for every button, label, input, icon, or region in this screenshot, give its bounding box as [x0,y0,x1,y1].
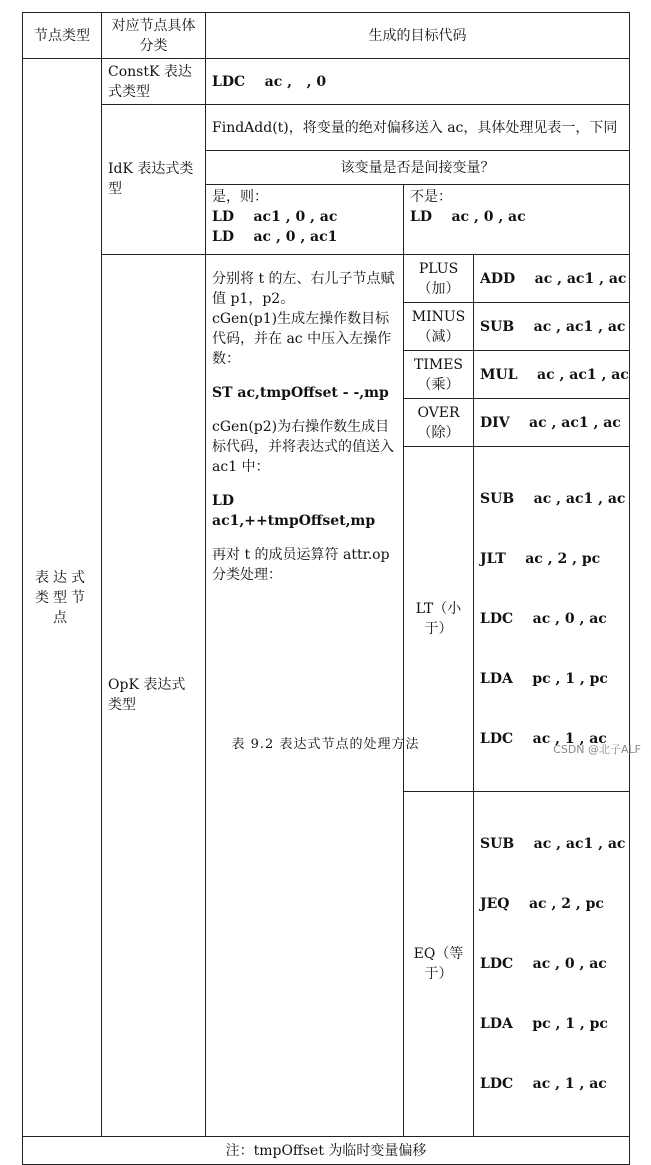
opk-desc-cell [206,255,404,1137]
watermark: CSDN @北子ALF [553,743,641,756]
idk-no-cell [404,185,630,255]
op-code-lt-line: LDA pc , 1 , pc [480,671,608,687]
header-node-type: 节点类型 [23,13,102,59]
constk-code: LDC ac , , 0 [206,59,630,105]
idk-question: 该变量是否是间接变量？ [206,151,630,185]
opk-code1: ST ac,tmpOffset - -,mp [212,385,389,401]
header-target-code: 生成的目标代码 [206,13,630,59]
op-code-lt-line: LDC ac , 1 , ac [480,731,607,747]
table-caption: 表 9.2 表达式节点的处理方法 [231,737,420,752]
root-label: 表达式类型节点 [23,59,102,1137]
op-name-minus: MINUS （减） [404,303,474,351]
header-row [23,13,630,59]
header-category: 对应节点具体分类 [102,13,206,59]
opk-desc1: 分别将 t 的左、右儿子节点赋值 p1，p2。 [212,271,395,307]
op-name-times: TIMES （乘） [404,351,474,399]
constk-row [23,59,630,105]
idk-yes-line2: LD ac , 0 , ac1 [212,229,338,245]
footnote: 注：tmpOffset 为临时变量偏移 [23,1137,630,1165]
idk-yes-cell [206,185,404,255]
constk-label: ConstK 表达式类型 [102,59,206,105]
idk-label: IdK 表达式类型 [102,105,206,255]
idk-yes-label: 是，则： [212,189,268,205]
idk-yes-line1: LD ac1 , 0 , ac [212,209,338,225]
opk-label: OpK 表达式类型 [102,255,206,1137]
op-code-eq-line: LDC ac , 0 , ac [480,956,607,972]
op-code-times: MUL ac , ac1 , ac [474,351,630,399]
op-code-eq-line: LDA pc , 1 , pc [480,1016,608,1032]
op-code-eq-line: LDC ac , 1 , ac [480,1076,607,1092]
op-code-lt-line: JLT ac , 2 , pc [480,551,601,567]
opk-row-plus [23,255,630,303]
op-name-eq: EQ（等于） [404,792,474,1137]
expression-node-table [22,12,630,1165]
op-code-eq-line: JEQ ac , 2 , pc [480,896,604,912]
op-name-plus: PLUS （加） [404,255,474,303]
op-code-lt-line: SUB ac , ac1 , ac [480,491,626,507]
op-code-minus: SUB ac , ac1 , ac [474,303,630,351]
idk-no-label: 不是： [410,189,452,205]
opk-code2: LD ac1,++tmpOffset,mp [212,493,376,529]
op-code-eq [474,792,630,1137]
idk-note-row [23,105,630,151]
op-code-over: DIV ac , ac1 , ac [474,399,630,447]
op-name-lt: LT（小于） [404,447,474,792]
idk-note: FindAdd(t)，将变量的绝对偏移送入 ac，具体处理见表一，下同 [206,105,630,151]
op-name-over: OVER （除） [404,399,474,447]
op-code-lt-line: LDC ac , 0 , ac [480,611,607,627]
op-code-plus: ADD ac , ac1 , ac [474,255,630,303]
opk-desc2: cGen(p1)生成左操作数目标代码，并在 ac 中压入左操作数： [212,311,392,367]
footnote-row [23,1137,630,1165]
op-code-eq-line: SUB ac , ac1 , ac [480,836,626,852]
opk-desc4: 再对 t 的成员运算符 attr.op 分类处理： [212,547,390,583]
idk-no-line1: LD ac , 0 , ac [410,209,526,225]
opk-desc3: cGen(p2)为右操作数生成目标代码，并将表达式的值送入 ac1 中： [212,419,394,475]
